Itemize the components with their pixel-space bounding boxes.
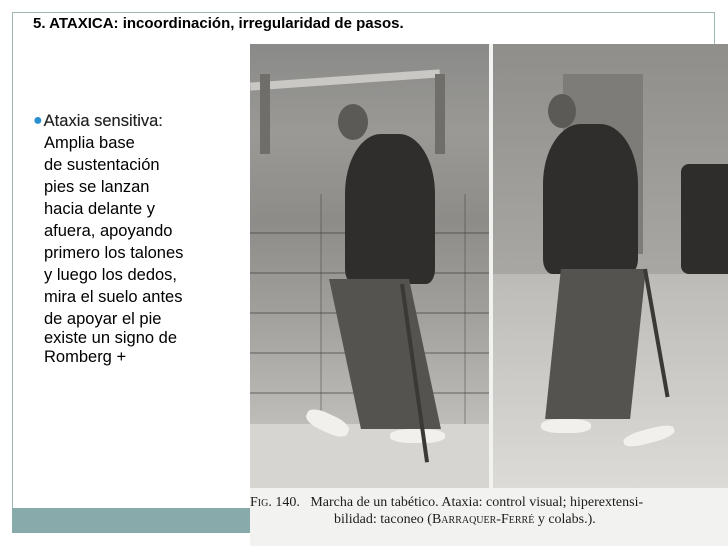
shoe [622, 423, 676, 450]
slide-title: 5. ATAXICA: incoordinación, irregularidad de pasos. [33, 15, 404, 32]
bullet-line: de apoyar el pie [44, 310, 162, 328]
footer-accent-bar [12, 508, 252, 533]
cane [643, 269, 670, 398]
bullet-line: pies se lanzan [44, 178, 150, 196]
bullet-line: mira el suelo antes [44, 288, 183, 306]
shoe [390, 429, 445, 443]
caption-text-2b: y colabs.). [534, 512, 596, 527]
photo-right [493, 44, 728, 488]
man-head [338, 104, 368, 140]
bullet-line: hacia delante y [44, 200, 155, 218]
bullet-line: de sustentación [44, 156, 160, 174]
caption-text-2a: bilidad: taconeo ( [334, 512, 432, 527]
railing-post [260, 74, 270, 154]
caption-figure-number: Fig. 140. [250, 495, 300, 510]
bullet-line: Amplia base [44, 134, 135, 152]
bullet-line: afuera, apoyando [44, 222, 173, 240]
caption-line-1 [250, 494, 728, 511]
man-legs [545, 269, 646, 419]
photo-left [250, 44, 489, 488]
shoe [541, 419, 591, 433]
caption-line-2 [250, 511, 728, 528]
man-head [548, 94, 576, 128]
bullet-line: y luego los dedos, [44, 266, 178, 284]
man-body [345, 134, 435, 284]
figure-caption [250, 494, 728, 528]
railing [250, 69, 440, 90]
bullet-heading-text: Ataxia sensitiva: [43, 112, 163, 130]
railing-post [435, 74, 445, 154]
bullet-line: primero los talones [44, 244, 184, 262]
caption-text-1: Marcha de un tabético. Ataxia: control visual; hiperextensi- [310, 495, 644, 510]
man-body [543, 124, 638, 274]
bullet-line: Romberg + [44, 348, 127, 366]
caption-authors: Barraquer-Ferré [431, 512, 535, 527]
automobile [681, 164, 728, 274]
pavement [250, 424, 489, 488]
bullet-line: existe un signo de [44, 329, 178, 347]
bullet-text-block [33, 110, 243, 368]
bullet-heading [33, 110, 243, 132]
scanned-figure [250, 44, 728, 546]
bullet-dot-icon: ● [33, 112, 43, 129]
